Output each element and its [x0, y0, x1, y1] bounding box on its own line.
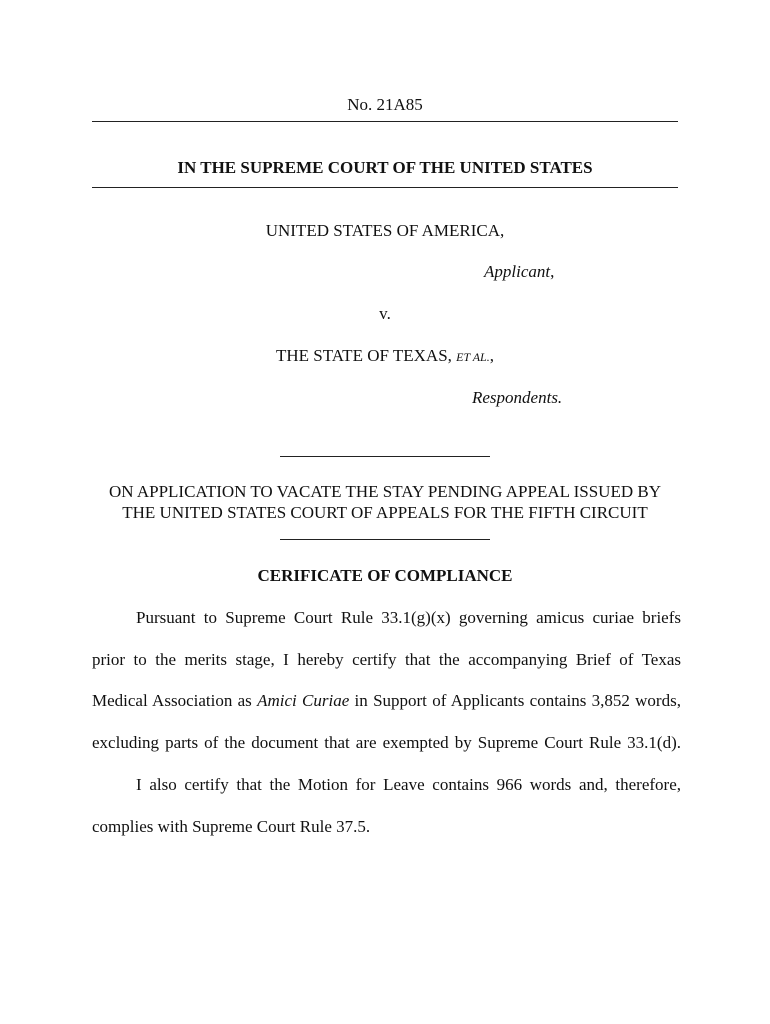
party-applicant-name: UNITED STATES OF AMERICA,: [265, 221, 505, 240]
applicant-role-suffix: ,: [550, 262, 555, 281]
application-line-2: THE UNITED STATES COURT OF APPEALS FOR THE FIFTH CIRCUIT: [122, 503, 648, 522]
party-respondent-role: Respondents.: [472, 388, 563, 407]
body-p1-line3-a: Medical Association as: [92, 691, 258, 710]
separator-title: [92, 187, 678, 189]
body-p2-line1: I also certify that the Motion for Leave contains 966 words and, therefore,: [136, 775, 681, 794]
application-line-1: ON APPLICATION TO VACATE THE STAY PENDING APPEAL ISSUED BY: [108, 482, 661, 501]
amici-curiae-text: Amici Curiae: [257, 691, 350, 710]
body-p1-line2: prior to the merits stage, I hereby certify that the accompanying Brief of Texas: [92, 650, 681, 669]
applicant-role-text: Applicant: [484, 262, 551, 281]
certificate-heading: CERIFICATE OF COMPLIANCE: [257, 566, 513, 585]
body-p1-line1: Pursuant to Supreme Court Rule 33.1(g)(x) governing amicus curiae briefs: [136, 608, 681, 627]
docket-number: No. 21A85: [347, 95, 423, 114]
versus-text: v.: [379, 304, 391, 323]
court-title: IN THE SUPREME COURT OF THE UNITED STATES: [177, 158, 593, 177]
body-p1-line3-b: in Support of Applicants contains 3,852 words,: [349, 691, 681, 710]
respondent-etal-suffix: ,: [489, 346, 494, 365]
body-p1-line4: excluding parts of the document that are exempted by Supreme Court Rule 33.1(d).: [92, 733, 681, 752]
separator-top: [92, 121, 678, 123]
separator-short-2: [280, 539, 490, 541]
party-respondent-name: [0, 346, 770, 367]
separator-short-1: [280, 456, 490, 458]
respondent-etal: ET AL.: [456, 350, 490, 364]
body-p1-line3: [92, 691, 681, 711]
respondent-name-text: THE STATE OF TEXAS,: [276, 346, 452, 365]
body-p2-line2: complies with Supreme Court Rule 37.5.: [92, 817, 371, 836]
party-applicant-role: [484, 262, 554, 282]
